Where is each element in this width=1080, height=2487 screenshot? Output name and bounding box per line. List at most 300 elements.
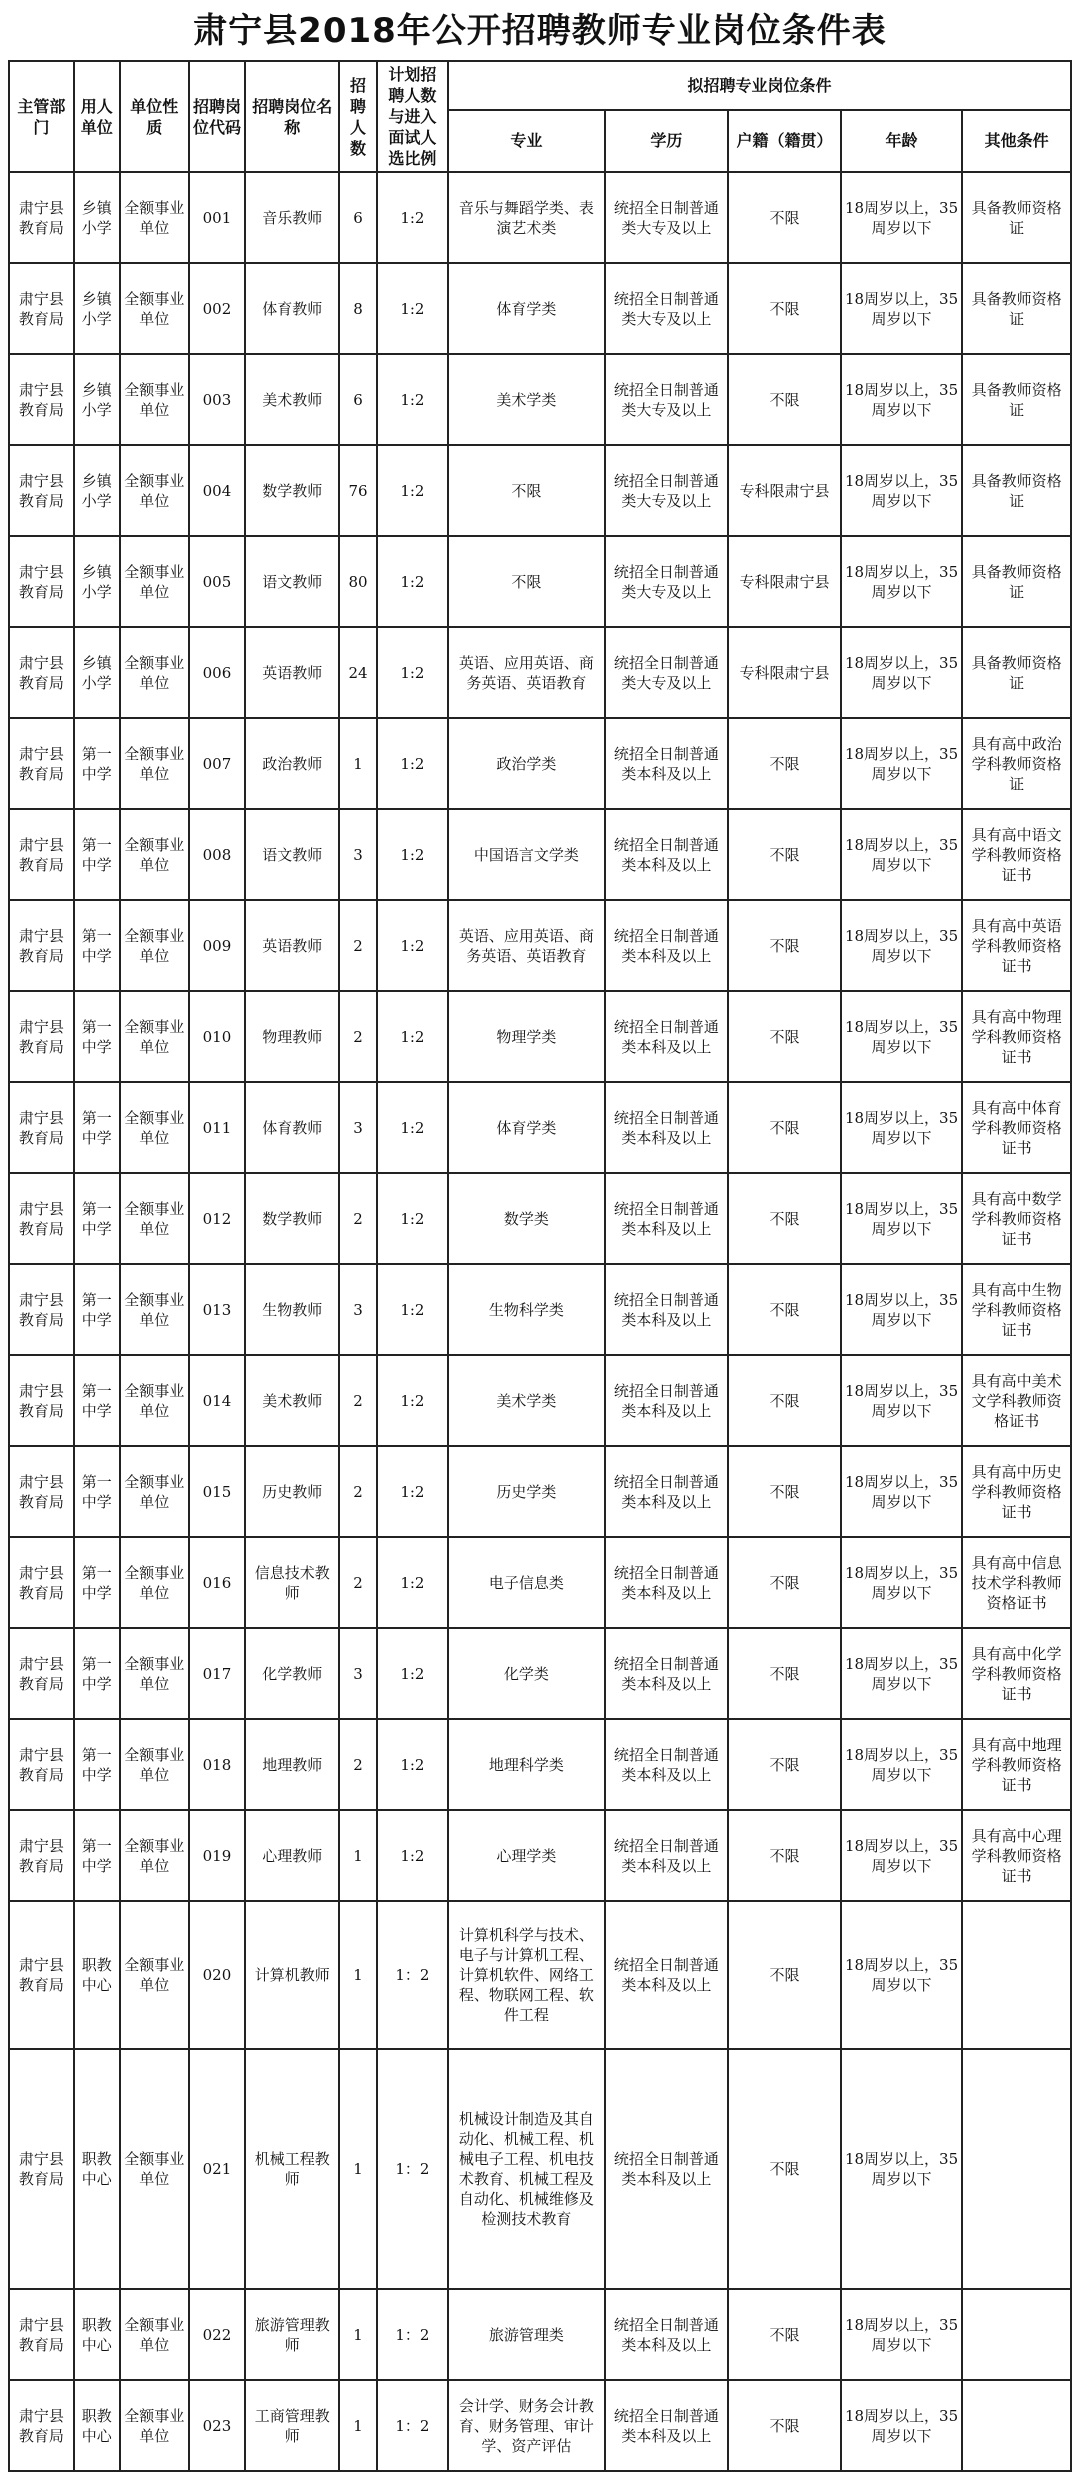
cell-major: 化学类	[448, 1628, 605, 1719]
cell-ratio: 1:2	[377, 991, 448, 1082]
cell-age: 18周岁以上，35周岁以下	[841, 1628, 962, 1719]
cell-edu: 统招全日制普通类本科及以上	[605, 1082, 728, 1173]
cell-ratio: 1：2	[377, 1901, 448, 2049]
cell-unit: 第一中学	[74, 1537, 120, 1628]
cell-count: 1	[339, 1901, 377, 2049]
cell-nature: 全额事业单位	[120, 1264, 189, 1355]
cell-nature: 全额事业单位	[120, 1719, 189, 1810]
cell-ratio: 1：2	[377, 2380, 448, 2471]
cell-ratio: 1:2	[377, 809, 448, 900]
cell-count: 3	[339, 1628, 377, 1719]
cell-post: 体育教师	[245, 263, 339, 354]
cell-post: 机械工程教师	[245, 2049, 339, 2289]
cell-nature: 全额事业单位	[120, 2380, 189, 2471]
cell-other: 具有高中信息技术学科教师资格证书	[962, 1537, 1071, 1628]
cell-edu: 统招全日制普通类大专及以上	[605, 627, 728, 718]
table-row	[9, 354, 1071, 445]
cell-hukou: 不限	[728, 1446, 841, 1537]
cell-edu: 统招全日制普通类本科及以上	[605, 1173, 728, 1264]
cell-edu: 统招全日制普通类大专及以上	[605, 536, 728, 627]
cell-ratio: 1:2	[377, 172, 448, 263]
cell-dept: 肃宁县教育局	[9, 627, 74, 718]
cell-other: 具有高中政治学科教师资格证	[962, 718, 1071, 809]
cell-edu: 统招全日制普通类大专及以上	[605, 263, 728, 354]
cell-ratio: 1：2	[377, 2049, 448, 2289]
cell-hukou: 不限	[728, 354, 841, 445]
cell-unit: 乡镇小学	[74, 445, 120, 536]
cell-dept: 肃宁县教育局	[9, 900, 74, 991]
cell-hukou: 不限	[728, 1719, 841, 1810]
cell-major: 中国语言文学类	[448, 809, 605, 900]
cell-major: 音乐与舞蹈学类、表演艺术类	[448, 172, 605, 263]
cell-dept: 肃宁县教育局	[9, 1810, 74, 1901]
cell-edu: 统招全日制普通类本科及以上	[605, 1537, 728, 1628]
cell-unit: 职教中心	[74, 2380, 120, 2471]
cell-code: 011	[189, 1082, 245, 1173]
cell-age: 18周岁以上，35周岁以下	[841, 1355, 962, 1446]
cell-unit: 乡镇小学	[74, 354, 120, 445]
cell-post: 信息技术教师	[245, 1537, 339, 1628]
cell-code: 002	[189, 263, 245, 354]
cell-hukou: 不限	[728, 1901, 841, 2049]
cell-major: 地理科学类	[448, 1719, 605, 1810]
cell-major: 不限	[448, 536, 605, 627]
cell-edu: 统招全日制普通类本科及以上	[605, 1901, 728, 2049]
recruitment-table	[8, 60, 1072, 2472]
cell-nature: 全额事业单位	[120, 900, 189, 991]
cell-count: 1	[339, 1810, 377, 1901]
cell-other: 具有高中历史学科教师资格证书	[962, 1446, 1071, 1537]
cell-code: 003	[189, 354, 245, 445]
cell-post: 地理教师	[245, 1719, 339, 1810]
cell-nature: 全额事业单位	[120, 2049, 189, 2289]
cell-count: 24	[339, 627, 377, 718]
cell-major: 物理学类	[448, 991, 605, 1082]
cell-age: 18周岁以上，35周岁以下	[841, 1082, 962, 1173]
cell-dept: 肃宁县教育局	[9, 445, 74, 536]
cell-hukou: 不限	[728, 1355, 841, 1446]
cell-unit: 第一中学	[74, 1173, 120, 1264]
table-row	[9, 1082, 1071, 1173]
cell-nature: 全额事业单位	[120, 1628, 189, 1719]
cell-unit: 职教中心	[74, 2049, 120, 2289]
cell-other: 具有高中化学学科教师资格证书	[962, 1628, 1071, 1719]
cell-other: 具备教师资格证	[962, 263, 1071, 354]
cell-post: 体育教师	[245, 1082, 339, 1173]
cell-edu: 统招全日制普通类大专及以上	[605, 445, 728, 536]
cell-other: 具备教师资格证	[962, 445, 1071, 536]
cell-post: 历史教师	[245, 1446, 339, 1537]
cell-edu: 统招全日制普通类大专及以上	[605, 172, 728, 263]
header-nature: 单位性质	[120, 61, 189, 172]
cell-post: 英语教师	[245, 627, 339, 718]
cell-nature: 全额事业单位	[120, 1901, 189, 2049]
cell-post: 化学教师	[245, 1628, 339, 1719]
cell-code: 005	[189, 536, 245, 627]
table-row	[9, 991, 1071, 1082]
cell-dept: 肃宁县教育局	[9, 718, 74, 809]
cell-unit: 第一中学	[74, 1810, 120, 1901]
cell-count: 6	[339, 354, 377, 445]
cell-unit: 第一中学	[74, 1628, 120, 1719]
cell-edu: 统招全日制普通类本科及以上	[605, 1628, 728, 1719]
header-post: 招聘岗位名称	[245, 61, 339, 172]
cell-major: 数学类	[448, 1173, 605, 1264]
cell-other	[962, 2049, 1071, 2289]
cell-nature: 全额事业单位	[120, 1082, 189, 1173]
cell-major: 电子信息类	[448, 1537, 605, 1628]
cell-code: 014	[189, 1355, 245, 1446]
cell-code: 020	[189, 1901, 245, 2049]
cell-nature: 全额事业单位	[120, 2289, 189, 2380]
cell-major: 美术学类	[448, 354, 605, 445]
cell-ratio: 1:2	[377, 1446, 448, 1537]
cell-count: 8	[339, 263, 377, 354]
page-title: 肃宁县2018年公开招聘教师专业岗位条件表	[193, 11, 887, 51]
cell-nature: 全额事业单位	[120, 354, 189, 445]
cell-count: 3	[339, 1264, 377, 1355]
cell-hukou: 专科限肃宁县	[728, 536, 841, 627]
cell-age: 18周岁以上，35周岁以下	[841, 1901, 962, 2049]
cell-other: 具备教师资格证	[962, 172, 1071, 263]
cell-unit: 职教中心	[74, 1901, 120, 2049]
cell-post: 美术教师	[245, 354, 339, 445]
cell-count: 2	[339, 1537, 377, 1628]
cell-ratio: 1:2	[377, 1173, 448, 1264]
cell-post: 物理教师	[245, 991, 339, 1082]
cell-major: 美术学类	[448, 1355, 605, 1446]
table-row	[9, 445, 1071, 536]
cell-edu: 统招全日制普通类本科及以上	[605, 1355, 728, 1446]
cell-ratio: 1:2	[377, 718, 448, 809]
cell-post: 音乐教师	[245, 172, 339, 263]
cell-ratio: 1:2	[377, 1719, 448, 1810]
cell-nature: 全额事业单位	[120, 172, 189, 263]
cell-dept: 肃宁县教育局	[9, 354, 74, 445]
cell-nature: 全额事业单位	[120, 1173, 189, 1264]
cell-ratio: 1:2	[377, 1082, 448, 1173]
cell-hukou: 不限	[728, 1264, 841, 1355]
cell-major: 英语、应用英语、商务英语、英语教育	[448, 627, 605, 718]
cell-other: 具有高中语文学科教师资格证书	[962, 809, 1071, 900]
cell-other	[962, 2380, 1071, 2471]
cell-post: 工商管理教师	[245, 2380, 339, 2471]
cell-ratio: 1:2	[377, 354, 448, 445]
cell-hukou: 不限	[728, 900, 841, 991]
cell-unit: 第一中学	[74, 1355, 120, 1446]
cell-edu: 统招全日制普通类本科及以上	[605, 1264, 728, 1355]
cell-age: 18周岁以上，35周岁以下	[841, 1446, 962, 1537]
cell-unit: 第一中学	[74, 809, 120, 900]
cell-age: 18周岁以上，35周岁以下	[841, 900, 962, 991]
cell-dept: 肃宁县教育局	[9, 1537, 74, 1628]
cell-other: 具有高中美术文学科教师资格证书	[962, 1355, 1071, 1446]
cell-nature: 全额事业单位	[120, 627, 189, 718]
cell-post: 政治教师	[245, 718, 339, 809]
table-row	[9, 2049, 1071, 2289]
cell-unit: 第一中学	[74, 1719, 120, 1810]
cell-dept: 肃宁县教育局	[9, 1264, 74, 1355]
cell-unit: 职教中心	[74, 2289, 120, 2380]
cell-nature: 全额事业单位	[120, 1446, 189, 1537]
cell-edu: 统招全日制普通类本科及以上	[605, 809, 728, 900]
cell-other: 具有高中物理学科教师资格证书	[962, 991, 1071, 1082]
cell-other: 具有高中心理学科教师资格证书	[962, 1810, 1071, 1901]
cell-hukou: 不限	[728, 263, 841, 354]
cell-major: 体育学类	[448, 263, 605, 354]
cell-dept: 肃宁县教育局	[9, 536, 74, 627]
table-row	[9, 1173, 1071, 1264]
cell-age: 18周岁以上，35周岁以下	[841, 1173, 962, 1264]
cell-hukou: 不限	[728, 809, 841, 900]
cell-nature: 全额事业单位	[120, 1810, 189, 1901]
cell-nature: 全额事业单位	[120, 263, 189, 354]
cell-hukou: 不限	[728, 2380, 841, 2471]
header-conditions: 拟招聘专业岗位条件	[448, 61, 1071, 110]
cell-dept: 肃宁县教育局	[9, 2289, 74, 2380]
cell-nature: 全额事业单位	[120, 1537, 189, 1628]
cell-ratio: 1：2	[377, 2289, 448, 2380]
cell-hukou: 不限	[728, 2049, 841, 2289]
cell-unit: 第一中学	[74, 1264, 120, 1355]
cell-age: 18周岁以上，35周岁以下	[841, 445, 962, 536]
cell-code: 013	[189, 1264, 245, 1355]
cell-count: 2	[339, 1719, 377, 1810]
header-major: 专业	[448, 110, 605, 172]
cell-major: 会计学、财务会计教育、财务管理、审计学、资产评估	[448, 2380, 605, 2471]
cell-post: 计算机教师	[245, 1901, 339, 2049]
cell-edu: 统招全日制普通类本科及以上	[605, 2289, 728, 2380]
cell-major: 历史学类	[448, 1446, 605, 1537]
cell-count: 2	[339, 900, 377, 991]
cell-edu: 统招全日制普通类本科及以上	[605, 1810, 728, 1901]
cell-dept: 肃宁县教育局	[9, 263, 74, 354]
cell-age: 18周岁以上，35周岁以下	[841, 536, 962, 627]
cell-ratio: 1:2	[377, 900, 448, 991]
cell-major: 生物科学类	[448, 1264, 605, 1355]
cell-other: 具有高中生物学科教师资格证书	[962, 1264, 1071, 1355]
cell-post: 数学教师	[245, 445, 339, 536]
cell-code: 001	[189, 172, 245, 263]
cell-age: 18周岁以上，35周岁以下	[841, 2380, 962, 2471]
cell-dept: 肃宁县教育局	[9, 1082, 74, 1173]
cell-dept: 肃宁县教育局	[9, 1173, 74, 1264]
table-row	[9, 1446, 1071, 1537]
cell-code: 016	[189, 1537, 245, 1628]
cell-age: 18周岁以上，35周岁以下	[841, 1537, 962, 1628]
table-row	[9, 718, 1071, 809]
cell-unit: 乡镇小学	[74, 263, 120, 354]
cell-ratio: 1:2	[377, 1810, 448, 1901]
table-header	[9, 61, 1071, 172]
table-row	[9, 1355, 1071, 1446]
header-other: 其他条件	[962, 110, 1071, 172]
cell-dept: 肃宁县教育局	[9, 172, 74, 263]
cell-dept: 肃宁县教育局	[9, 1901, 74, 2049]
cell-count: 3	[339, 809, 377, 900]
cell-count: 2	[339, 991, 377, 1082]
cell-major: 体育学类	[448, 1082, 605, 1173]
cell-other: 具备教师资格证	[962, 354, 1071, 445]
cell-other: 具备教师资格证	[962, 627, 1071, 718]
cell-post: 英语教师	[245, 900, 339, 991]
table-body	[9, 172, 1071, 2471]
cell-other: 具有高中地理学科教师资格证书	[962, 1719, 1071, 1810]
cell-ratio: 1:2	[377, 1537, 448, 1628]
cell-hukou: 专科限肃宁县	[728, 627, 841, 718]
cell-count: 3	[339, 1082, 377, 1173]
cell-unit: 第一中学	[74, 991, 120, 1082]
cell-major: 英语、应用英语、商务英语、英语教育	[448, 900, 605, 991]
cell-other: 具有高中数学学科教师资格证书	[962, 1173, 1071, 1264]
cell-count: 1	[339, 718, 377, 809]
cell-hukou: 不限	[728, 1082, 841, 1173]
cell-post: 旅游管理教师	[245, 2289, 339, 2380]
cell-ratio: 1:2	[377, 1628, 448, 1719]
cell-hukou: 不限	[728, 1810, 841, 1901]
cell-age: 18周岁以上，35周岁以下	[841, 2289, 962, 2380]
cell-post: 生物教师	[245, 1264, 339, 1355]
cell-hukou: 不限	[728, 172, 841, 263]
cell-other	[962, 1901, 1071, 2049]
cell-dept: 肃宁县教育局	[9, 1628, 74, 1719]
cell-dept: 肃宁县教育局	[9, 1446, 74, 1537]
cell-edu: 统招全日制普通类本科及以上	[605, 991, 728, 1082]
header-dept: 主管部门	[9, 61, 74, 172]
cell-unit: 第一中学	[74, 718, 120, 809]
cell-nature: 全额事业单位	[120, 991, 189, 1082]
table-row	[9, 1719, 1071, 1810]
cell-ratio: 1:2	[377, 1264, 448, 1355]
header-hukou: 户籍（籍贯）	[728, 110, 841, 172]
cell-count: 76	[339, 445, 377, 536]
cell-major: 心理学类	[448, 1810, 605, 1901]
cell-unit: 乡镇小学	[74, 627, 120, 718]
cell-hukou: 不限	[728, 1628, 841, 1719]
cell-code: 019	[189, 1810, 245, 1901]
cell-major: 旅游管理类	[448, 2289, 605, 2380]
cell-age: 18周岁以上，35周岁以下	[841, 809, 962, 900]
cell-ratio: 1:2	[377, 627, 448, 718]
cell-major: 不限	[448, 445, 605, 536]
cell-ratio: 1:2	[377, 536, 448, 627]
cell-edu: 统招全日制普通类本科及以上	[605, 1446, 728, 1537]
cell-dept: 肃宁县教育局	[9, 991, 74, 1082]
cell-code: 021	[189, 2049, 245, 2289]
cell-post: 数学教师	[245, 1173, 339, 1264]
cell-hukou: 专科限肃宁县	[728, 445, 841, 536]
cell-code: 007	[189, 718, 245, 809]
cell-count: 1	[339, 2049, 377, 2289]
cell-age: 18周岁以上，35周岁以下	[841, 627, 962, 718]
cell-post: 语文教师	[245, 809, 339, 900]
cell-dept: 肃宁县教育局	[9, 1719, 74, 1810]
cell-other: 具有高中体育学科教师资格证书	[962, 1082, 1071, 1173]
cell-edu: 统招全日制普通类本科及以上	[605, 2380, 728, 2471]
cell-code: 009	[189, 900, 245, 991]
cell-nature: 全额事业单位	[120, 1355, 189, 1446]
table-row	[9, 1628, 1071, 1719]
table-row	[9, 900, 1071, 991]
cell-hukou: 不限	[728, 1173, 841, 1264]
cell-post: 语文教师	[245, 536, 339, 627]
table-row	[9, 2380, 1071, 2471]
cell-age: 18周岁以上，35周岁以下	[841, 172, 962, 263]
cell-code: 022	[189, 2289, 245, 2380]
header-ratio: 计划招聘人数与进入面试人选比例	[377, 61, 448, 172]
table-row	[9, 263, 1071, 354]
table-row	[9, 536, 1071, 627]
cell-edu: 统招全日制普通类本科及以上	[605, 718, 728, 809]
cell-code: 017	[189, 1628, 245, 1719]
cell-dept: 肃宁县教育局	[9, 2049, 74, 2289]
cell-code: 012	[189, 1173, 245, 1264]
cell-hukou: 不限	[728, 2289, 841, 2380]
cell-other	[962, 2289, 1071, 2380]
cell-hukou: 不限	[728, 991, 841, 1082]
cell-count: 2	[339, 1355, 377, 1446]
table-row	[9, 1264, 1071, 1355]
table-row	[9, 627, 1071, 718]
cell-code: 023	[189, 2380, 245, 2471]
header-code: 招聘岗位代码	[189, 61, 245, 172]
table-row	[9, 809, 1071, 900]
cell-age: 18周岁以上，35周岁以下	[841, 263, 962, 354]
cell-dept: 肃宁县教育局	[9, 2380, 74, 2471]
cell-ratio: 1:2	[377, 263, 448, 354]
cell-age: 18周岁以上，35周岁以下	[841, 354, 962, 445]
cell-code: 008	[189, 809, 245, 900]
cell-count: 6	[339, 172, 377, 263]
cell-post: 美术教师	[245, 1355, 339, 1446]
cell-age: 18周岁以上，35周岁以下	[841, 2049, 962, 2289]
cell-ratio: 1:2	[377, 445, 448, 536]
header-unit: 用人单位	[74, 61, 120, 172]
cell-code: 006	[189, 627, 245, 718]
cell-edu: 统招全日制普通类本科及以上	[605, 2049, 728, 2289]
cell-code: 018	[189, 1719, 245, 1810]
cell-code: 004	[189, 445, 245, 536]
cell-major: 机械设计制造及其自动化、机械工程、机械电子工程、机电技术教育、机械工程及自动化、机械维修及检测技术教育	[448, 2049, 605, 2289]
cell-code: 010	[189, 991, 245, 1082]
cell-hukou: 不限	[728, 718, 841, 809]
cell-unit: 第一中学	[74, 1082, 120, 1173]
cell-major: 计算机科学与技术、电子与计算机工程、计算机软件、网络工程、物联网工程、软件工程	[448, 1901, 605, 2049]
table-row	[9, 2289, 1071, 2380]
table-row	[9, 172, 1071, 263]
cell-ratio: 1:2	[377, 1355, 448, 1446]
cell-edu: 统招全日制普通类本科及以上	[605, 1719, 728, 1810]
cell-count: 1	[339, 2380, 377, 2471]
cell-nature: 全额事业单位	[120, 809, 189, 900]
table-row	[9, 1810, 1071, 1901]
cell-count: 2	[339, 1173, 377, 1264]
cell-other: 具备教师资格证	[962, 536, 1071, 627]
cell-unit: 第一中学	[74, 1446, 120, 1537]
cell-nature: 全额事业单位	[120, 718, 189, 809]
cell-age: 18周岁以上，35周岁以下	[841, 991, 962, 1082]
cell-edu: 统招全日制普通类大专及以上	[605, 354, 728, 445]
cell-code: 015	[189, 1446, 245, 1537]
cell-unit: 第一中学	[74, 900, 120, 991]
header-count: 招聘人数	[339, 61, 377, 172]
cell-nature: 全额事业单位	[120, 445, 189, 536]
cell-count: 80	[339, 536, 377, 627]
cell-dept: 肃宁县教育局	[9, 809, 74, 900]
cell-unit: 乡镇小学	[74, 536, 120, 627]
cell-hukou: 不限	[728, 1537, 841, 1628]
cell-dept: 肃宁县教育局	[9, 1355, 74, 1446]
